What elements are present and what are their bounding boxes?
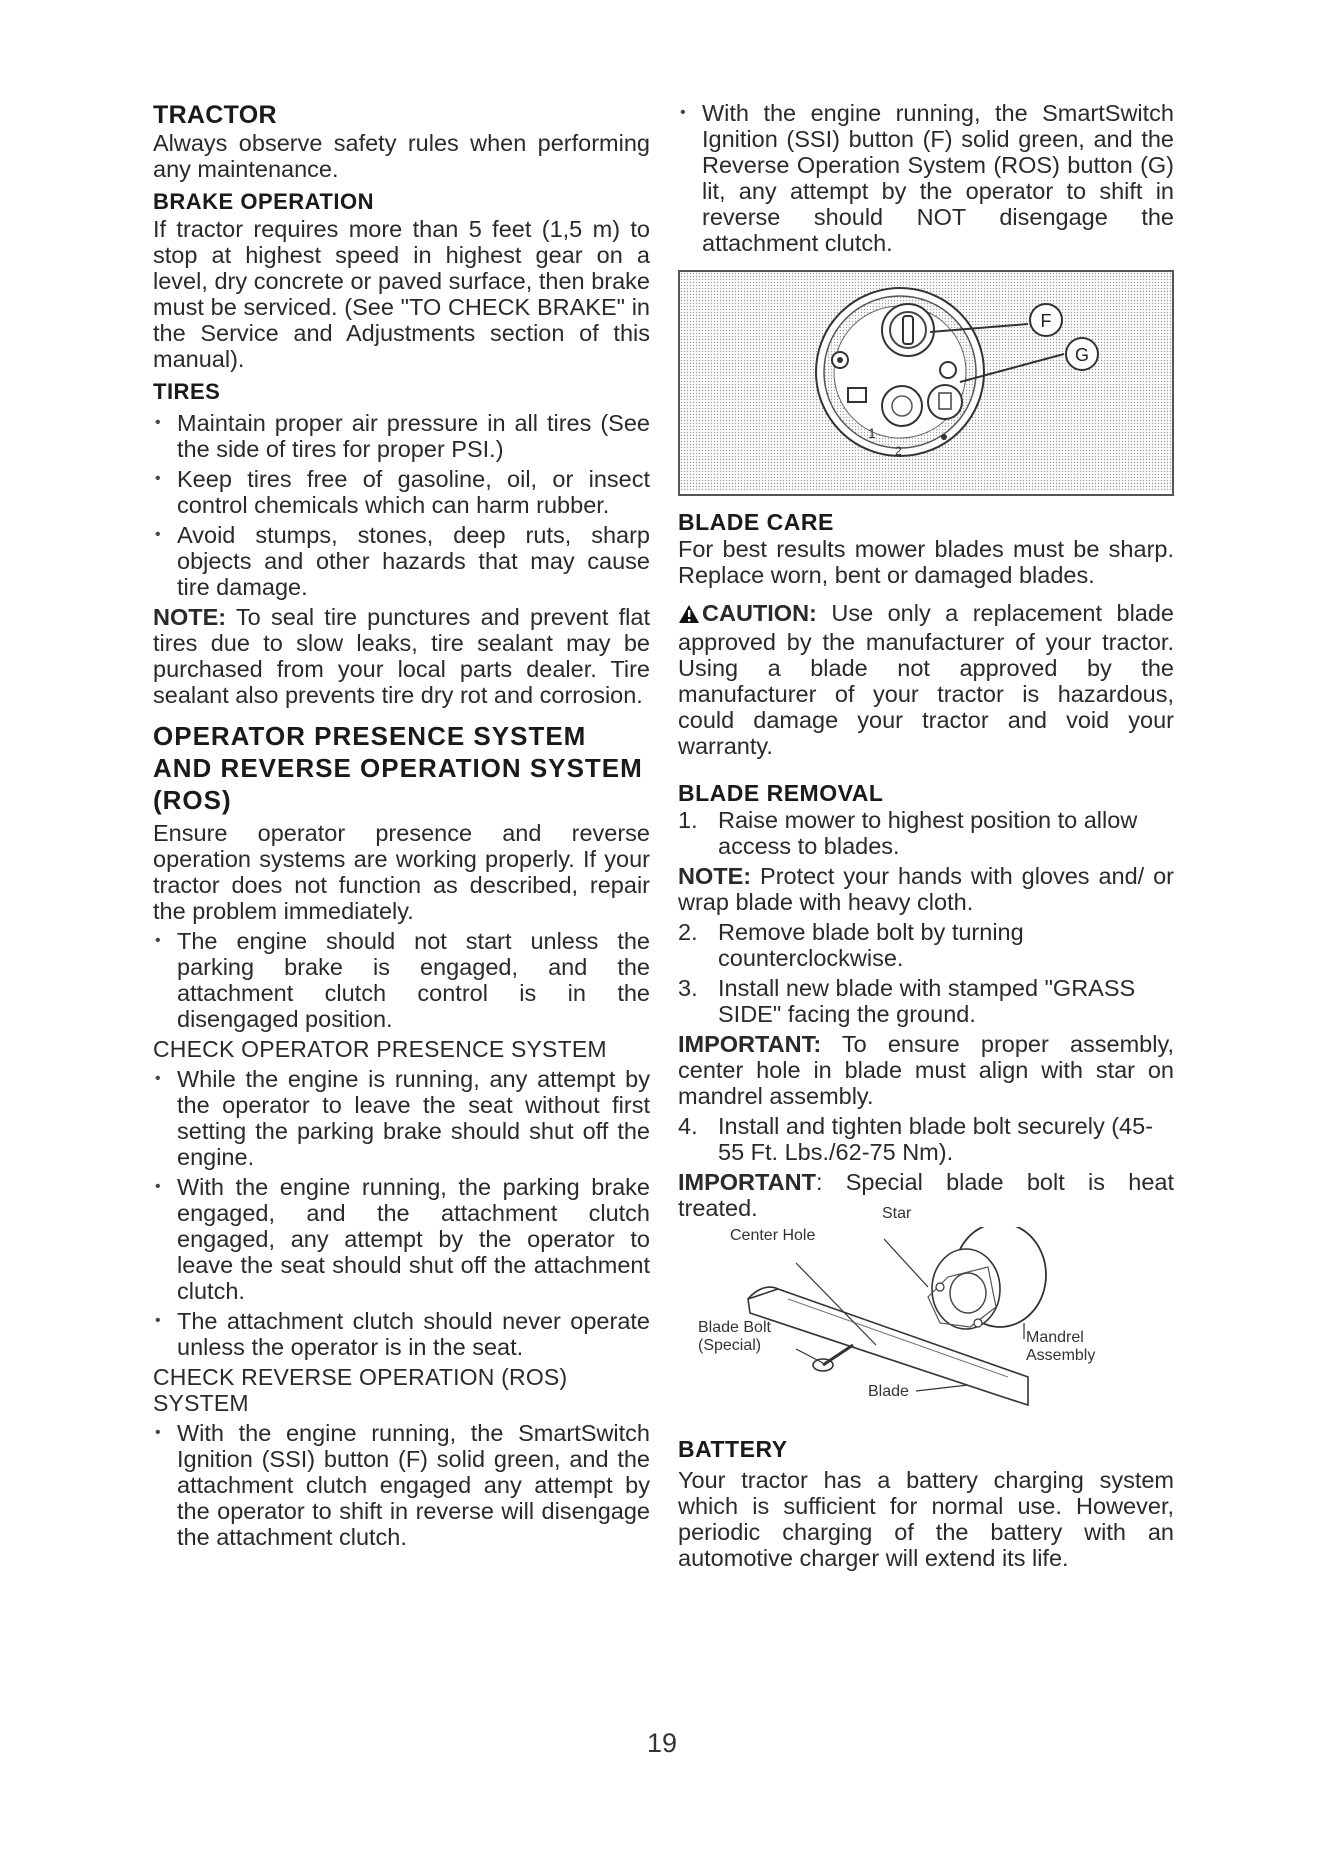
step-text: Install and tighten blade bolt securely (45-55 Ft. Lbs./62-75 Nm). [718, 1113, 1154, 1165]
important-assembly [678, 1031, 1174, 1109]
ignition-panel-illustration [680, 272, 1172, 490]
blade-assembly-figure [678, 1205, 1174, 1417]
list-item: • Maintain proper air pressure in all tires (See the side of tires for proper PSI.) [153, 410, 650, 462]
warning-triangle-icon [678, 603, 700, 629]
operator-presence-text: Ensure operator presence and reverse operation systems are working properly. If your tractor does not function as described, repair the problem immediately. [153, 820, 650, 924]
callout-g: G [1074, 345, 1090, 365]
tractor-heading: TRACTOR [153, 101, 277, 129]
note-text: To seal tire punctures and prevent flat tires due to slow leaks, tire sealant may be purchased from your local parts dealer. Tire sealant also prevents tire dry rot and corrosion. [153, 604, 650, 708]
center-hole-label: Center Hole [730, 1227, 816, 1244]
left-column [153, 100, 650, 1550]
caution-label: CAUTION: [702, 600, 817, 626]
important-text: To ensure proper assembly, center hole in blade must align with star on mandrel assembly. [678, 1031, 1174, 1109]
step-text: Raise mower to highest position to allow access to blades. [718, 807, 1138, 859]
tires-list [153, 410, 650, 600]
important-label: IMPORTANT [678, 1169, 816, 1195]
list-item [678, 1113, 1174, 1165]
blade-label: Blade [868, 1383, 909, 1400]
important-heat-treated [678, 1169, 1174, 1221]
check-reverse-operation-list [153, 1420, 650, 1550]
brake-operation-heading: BRAKE OPERATION [153, 189, 374, 214]
page-number: 19 [646, 1728, 678, 1758]
blade-bolt-label: Blade Bolt (Special) [698, 1319, 771, 1354]
list-item: • The engine should not start unless the parking brake is engaged, and the attachment clutch control is in the disengaged position. [153, 928, 650, 1032]
mark-2: 2 [895, 444, 902, 458]
important-text: : Special blade bolt is heat treated. [678, 1169, 1174, 1221]
note-label: NOTE: [678, 863, 752, 889]
list-item: • While the engine is running, any attempt by the operator to leave the seat without first setting the parking brake should shut off the engine. [153, 1066, 650, 1170]
check-operator-presence-list [153, 1066, 650, 1360]
note-label: NOTE: [153, 604, 227, 630]
brake-operation-text: If tractor requires more than 5 feet (1,5 m) to stop at highest speed in highest gear on a level, dry concrete or paved surface, then brake must be serviced. (See "TO CHECK BRAKE" in the Service and Adjustments section of this manual). [153, 216, 650, 372]
tractor-text: Always observe safety rules when performing any maintenance. [153, 130, 650, 182]
caution-paragraph [678, 600, 1174, 759]
blade-removal-heading: BLADE REMOVAL [678, 780, 884, 806]
list-item: • With the engine running, the parking brake engaged, and the attachment clutch engaged, any attempt by the operator to leave the seat should shut off the attachment clutch. [153, 1174, 650, 1304]
list-item [678, 975, 1174, 1027]
list-item [678, 807, 1174, 859]
star-label: Star [882, 1205, 912, 1222]
operator-presence-heading: OPERATOR PRESENCE SYSTEM AND REVERSE OPERATION SYSTEM (ROS) [153, 721, 643, 815]
mandrel-assembly-label: Mandrel Assembly [1026, 1329, 1096, 1364]
operator-presence-list [153, 928, 650, 1032]
blade-removal-steps-c [678, 1113, 1174, 1165]
ignition-panel-figure [678, 270, 1174, 496]
blade-note [678, 863, 1174, 915]
check-reverse-operation-heading: CHECK REVERSE OPERATION (ROS) SYSTEM [153, 1364, 568, 1416]
blade-care-text: For best results mower blades must be sharp. Replace worn, bent or damaged blades. [678, 536, 1174, 588]
battery-heading: BATTERY [678, 1436, 788, 1462]
mark-1: 1 [868, 425, 876, 441]
list-item: • Avoid stumps, stones, deep ruts, sharp objects and other hazards that may cause tire damage. [153, 522, 650, 600]
callout-f: F [1040, 311, 1052, 331]
step-number: 1. [678, 807, 698, 833]
tire-note [153, 604, 650, 708]
right-column [678, 100, 1174, 1571]
important-label: IMPORTANT: [678, 1031, 822, 1057]
blade-removal-steps-b [678, 919, 1174, 1027]
step-number: 2. [678, 919, 698, 945]
blade-care-heading: BLADE CARE [678, 509, 834, 535]
list-item: • The attachment clutch should never operate unless the operator is in the seat. [153, 1308, 650, 1360]
list-item [678, 919, 1174, 971]
list-item: • Keep tires free of gasoline, oil, or insect control chemicals which can harm rubber. [153, 466, 650, 518]
note-text: Protect your hands with gloves and/ or wrap blade with heavy cloth. [678, 863, 1174, 915]
step-number: 4. [678, 1113, 698, 1139]
step-text: Install new blade with stamped "GRASS SIDE" facing the ground. [718, 975, 1136, 1027]
step-number: 3. [678, 975, 698, 1001]
caution-text: Use only a replacement blade approved by the manufacturer of your tractor. Using a blade not approved by the manufacturer of your tractor is hazardous, could damage your tractor and void your warranty. [678, 600, 1174, 759]
tires-heading: TIRES [153, 379, 221, 404]
check-operator-presence-heading: CHECK OPERATOR PRESENCE SYSTEM [153, 1036, 607, 1062]
list-item: • With the engine running, the SmartSwitch Ignition (SSI) button (F) solid green, and the Reverse Operation System (ROS) button (G) lit, any attempt by the operator to shift in reverse should NOT disengage the attachment clutch. [678, 100, 1174, 256]
list-item: • With the engine running, the SmartSwitch Ignition (SSI) button (F) solid green, and the attachment clutch engaged any attempt by the operator to shift in reverse will disengage the attachment clutch. [153, 1420, 650, 1550]
blade-removal-steps-a [678, 807, 1174, 859]
battery-text: Your tractor has a battery charging system which is sufficient for normal use. However, periodic charging of the battery with an automotive charger will extend its life. [678, 1467, 1174, 1571]
ros-continued-list [678, 100, 1174, 256]
step-text: Remove blade bolt by turning counterclockwise. [718, 919, 1024, 971]
